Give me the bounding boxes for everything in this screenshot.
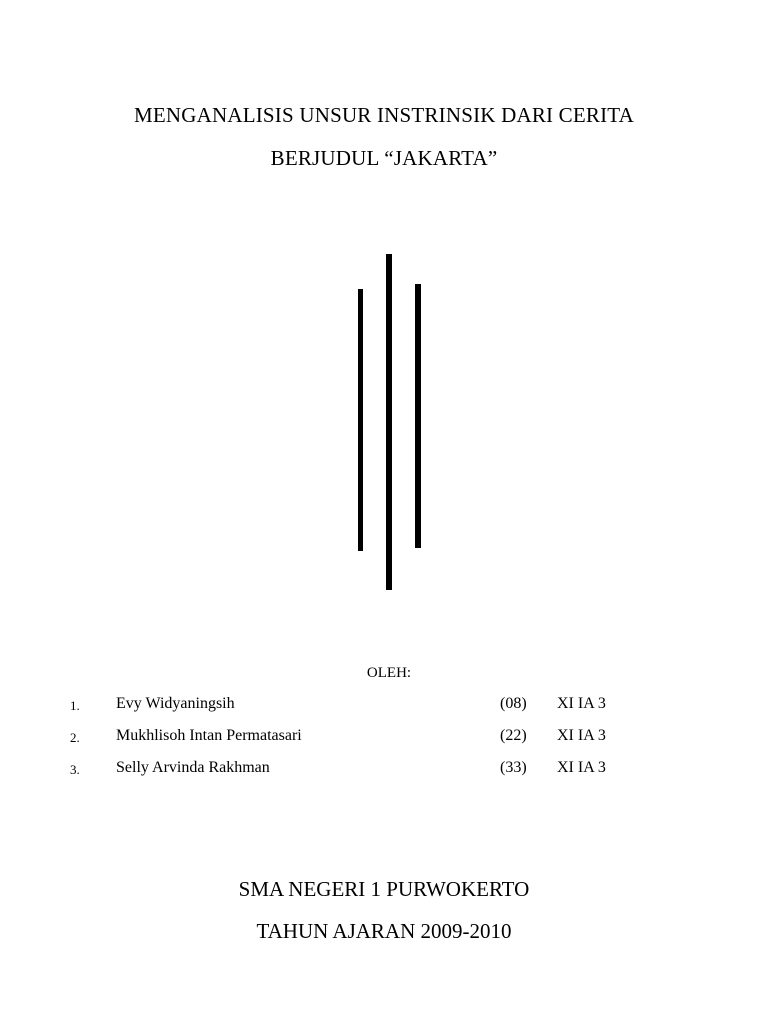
member-name: Evy Widyaningsih bbox=[116, 695, 235, 712]
member-class: XI IA 3 bbox=[557, 759, 606, 776]
by-label: OLEH: bbox=[366, 665, 412, 681]
member-absen: (33) bbox=[500, 759, 527, 776]
logo-bar-right bbox=[415, 284, 421, 548]
report-title-line-2: BERJUDUL “JAKARTA” bbox=[270, 146, 498, 170]
report-title-line-1: MENGANALISIS UNSUR INSTRINSIK DARI CERITA bbox=[133, 103, 635, 127]
member-absen: (22) bbox=[500, 727, 527, 744]
list-item bbox=[0, 695, 768, 717]
member-absen: (08) bbox=[500, 695, 527, 712]
member-number: 3. bbox=[70, 762, 80, 777]
list-item bbox=[0, 727, 768, 749]
member-number: 1. bbox=[70, 698, 80, 713]
logo-bar-left bbox=[358, 289, 363, 551]
logo-bar-center bbox=[386, 254, 392, 590]
member-name: Selly Arvinda Rakhman bbox=[116, 759, 270, 776]
school-name: SMA NEGERI 1 PURWOKERTO bbox=[238, 877, 530, 901]
member-class: XI IA 3 bbox=[557, 695, 606, 712]
list-item bbox=[0, 759, 768, 781]
member-name: Mukhlisoh Intan Permatasari bbox=[116, 727, 302, 744]
member-class: XI IA 3 bbox=[557, 727, 606, 744]
member-number: 2. bbox=[70, 730, 80, 745]
academic-year: TAHUN AJARAN 2009-2010 bbox=[256, 919, 512, 943]
